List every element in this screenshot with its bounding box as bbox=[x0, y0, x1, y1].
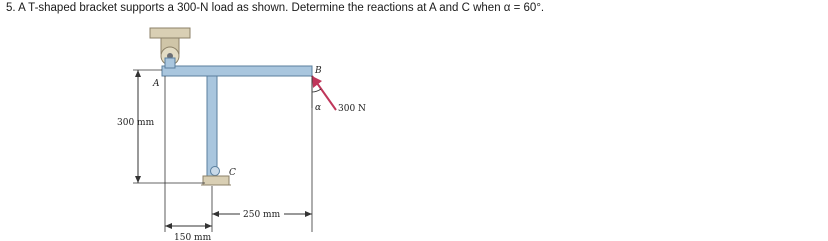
roller-c-icon bbox=[211, 167, 220, 176]
bracket-stem-vertical bbox=[207, 76, 217, 176]
ground-support-c bbox=[203, 176, 229, 185]
load-arrowhead bbox=[312, 76, 322, 88]
label-b: B bbox=[315, 66, 322, 76]
label-c: C bbox=[229, 168, 236, 178]
bracket-arm-horizontal bbox=[162, 66, 312, 76]
ceiling-support bbox=[150, 28, 190, 38]
label-a: A bbox=[153, 79, 160, 89]
label-dim-right: 250 mm bbox=[243, 210, 281, 220]
label-load: 300 N bbox=[338, 104, 366, 114]
label-dim-vertical: 300 mm bbox=[117, 118, 155, 128]
angle-arc bbox=[312, 89, 321, 92]
label-dim-left: 150 mm bbox=[174, 233, 212, 241]
problem-statement: 5. A T-shaped bracket supports a 300-N load as shown. Determine the reactions at A and C when α = 60°. bbox=[6, 2, 545, 14]
label-alpha: α bbox=[315, 103, 322, 113]
bracket-arm-a bbox=[165, 58, 175, 68]
